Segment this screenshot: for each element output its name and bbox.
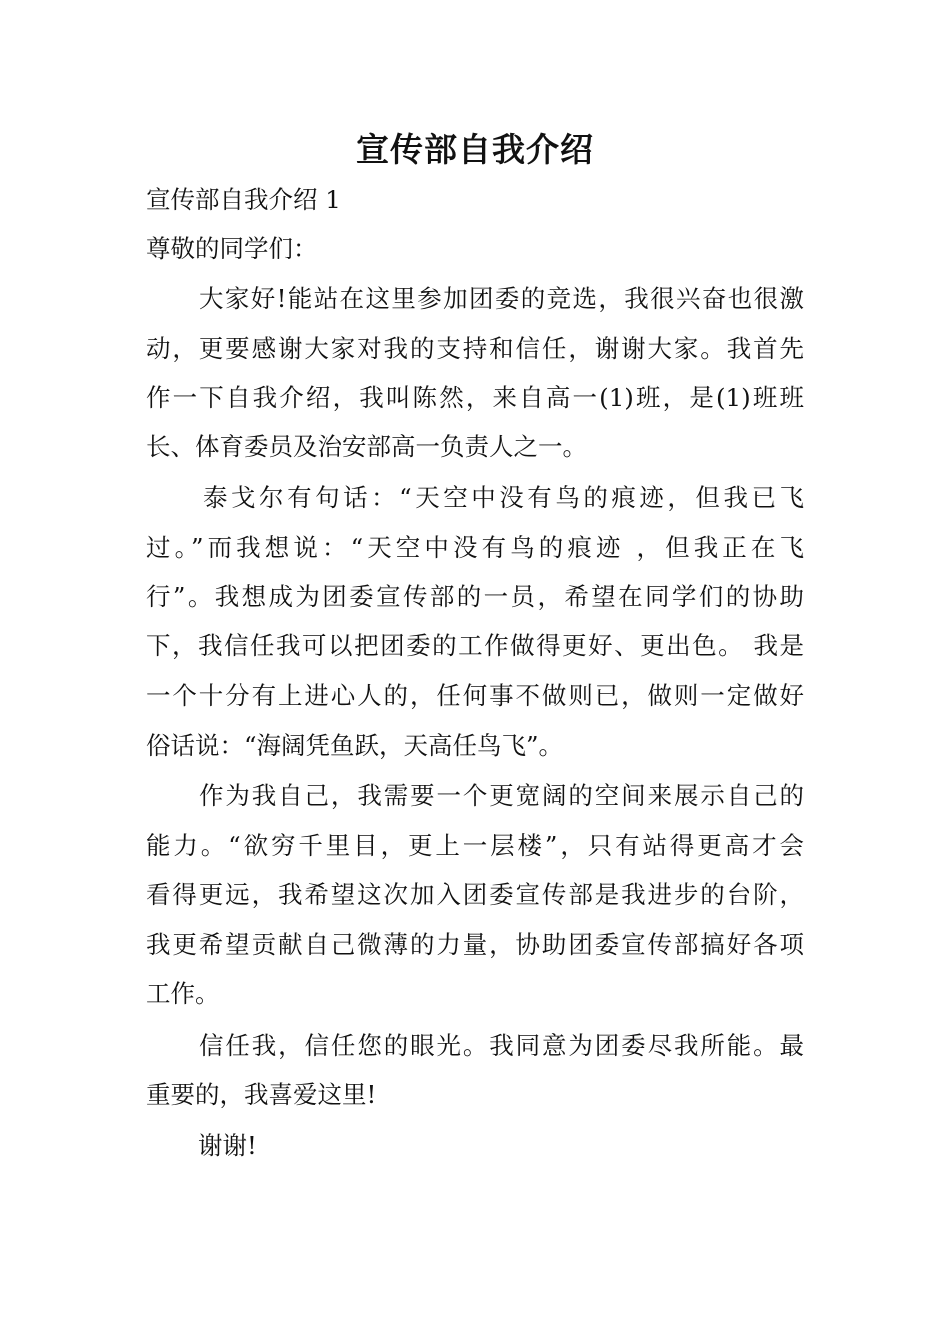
paragraph-2-line-1: 泰戈尔有句话：“天空中没有鸟的痕迹，但我已飞 (203, 483, 804, 512)
paragraph-4-line-2: 重要的，我喜爱这里! (146, 1080, 377, 1109)
paragraph-3-line-2: 能力。“欲穷千里目，更上一层楼”，只有站得更高才会 (146, 831, 804, 860)
paragraph-1-line-2: 动，更要感谢大家对我的支持和信任，谢谢大家。我首先 (146, 334, 804, 363)
document-subtitle: 宣传部自我介绍 1 (146, 185, 341, 214)
paragraph-2-line-6: 俗话说：“海阔凭鱼跃，天高任鸟飞”。 (146, 731, 564, 760)
paragraph-2-line-3: 行”。我想成为团委宣传部的一员，希望在同学们的协助 (146, 582, 804, 611)
paragraph-3-line-1: 作为我自己，我需要一个更宽阔的空间来展示自己的 (199, 781, 804, 810)
document-title: 宣传部自我介绍 (356, 130, 594, 169)
paragraph-1-line-4: 长、体育委员及治安部高一负责人之一。 (146, 432, 587, 461)
paragraph-4-line-1: 信任我，信任您的眼光。我同意为团委尽我所能。最 (199, 1031, 804, 1060)
paragraph-2-line-2: 过。”而我想说：“天空中没有鸟的痕迹 ，但我正在飞 (146, 533, 804, 562)
paragraph-3-line-5: 工作。 (146, 979, 220, 1008)
closing-text: 谢谢! (198, 1131, 257, 1160)
paragraph-3-line-3: 看得更远，我希望这次加入团委宣传部是我进步的台阶， (146, 880, 804, 909)
paragraph-1-line-3: 作一下自我介绍，我叫陈然，来自高一(1)班，是(1)班班 (146, 383, 804, 412)
paragraph-1-line-1: 大家好!能站在这里参加团委的竞选，我很兴奋也很激 (199, 284, 804, 313)
salutation: 尊敬的同学们： (146, 234, 318, 263)
paragraph-3-line-4: 我更希望贡献自己微薄的力量，协助团委宣传部搞好各项 (146, 930, 804, 959)
paragraph-2-line-5: 一个十分有上进心人的，任何事不做则已，做则一定做好 (146, 681, 804, 710)
paragraph-2-line-4: 下，我信任我可以把团委的工作做得更好、更出色。 我是 (146, 631, 804, 660)
